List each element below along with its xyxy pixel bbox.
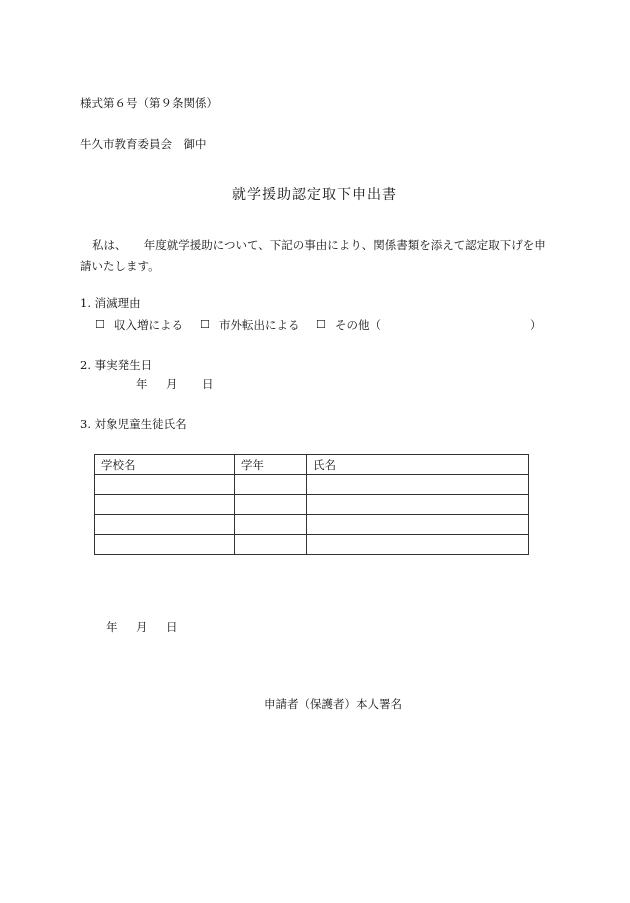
cell-name[interactable] — [307, 475, 529, 495]
other-reason-blank[interactable] — [380, 318, 530, 332]
occurrence-date-month-label: 月 — [166, 377, 178, 391]
checkbox-income-increase[interactable]: ☐ — [95, 318, 105, 331]
table-row — [95, 535, 529, 555]
checkbox-other[interactable]: ☐ — [316, 318, 326, 331]
body-text-line2: 請いたします。 — [80, 259, 160, 273]
form-number: 様式第６号（第９条関係） — [80, 96, 218, 110]
table-row — [95, 475, 529, 495]
submit-date-month-label: 月 — [136, 620, 148, 634]
body-text-line1: 私は、 年度就学援助について、下記の事由により、関係書類を添えて認定取下げを申 — [92, 238, 546, 252]
cell-grade[interactable] — [235, 495, 307, 515]
occurrence-date-day-label: 日 — [202, 377, 214, 391]
cell-school[interactable] — [95, 475, 235, 495]
cell-school[interactable] — [95, 495, 235, 515]
cell-name[interactable] — [307, 535, 529, 555]
submit-date-day-label: 日 — [166, 620, 178, 634]
option-move-out-label: 市外転出による — [219, 318, 300, 332]
table-row — [95, 495, 529, 515]
cell-name[interactable] — [307, 495, 529, 515]
other-close-paren: ） — [530, 318, 542, 332]
occurrence-date-year-label: 年 — [136, 377, 148, 391]
section3-heading: 3. 対象児童生徒氏名 — [80, 417, 187, 431]
column-header-name: 氏名 — [307, 455, 529, 475]
cell-grade[interactable] — [235, 535, 307, 555]
student-table — [94, 454, 529, 555]
checkbox-move-out[interactable]: ☐ — [200, 318, 210, 331]
cell-school[interactable] — [95, 515, 235, 535]
cell-grade[interactable] — [235, 515, 307, 535]
signature-label: 申請者（保護者）本人署名 — [264, 697, 402, 711]
submit-date-year-label: 年 — [106, 620, 118, 634]
addressee: 牛久市教育委員会 御中 — [80, 137, 207, 151]
page-title: 就学援助認定取下申出書 — [232, 187, 397, 203]
cell-grade[interactable] — [235, 475, 307, 495]
table-row — [95, 515, 529, 535]
cell-name[interactable] — [307, 515, 529, 535]
option-income-increase-label: 収入増による — [114, 318, 183, 332]
section1-heading: 1. 消滅理由 — [80, 296, 141, 310]
column-header-grade: 学年 — [235, 455, 307, 475]
column-header-school: 学校名 — [95, 455, 235, 475]
cell-school[interactable] — [95, 535, 235, 555]
option-other-label: その他（ — [335, 318, 381, 332]
table-header-row — [95, 455, 529, 475]
section2-heading: 2. 事実発生日 — [80, 358, 153, 372]
